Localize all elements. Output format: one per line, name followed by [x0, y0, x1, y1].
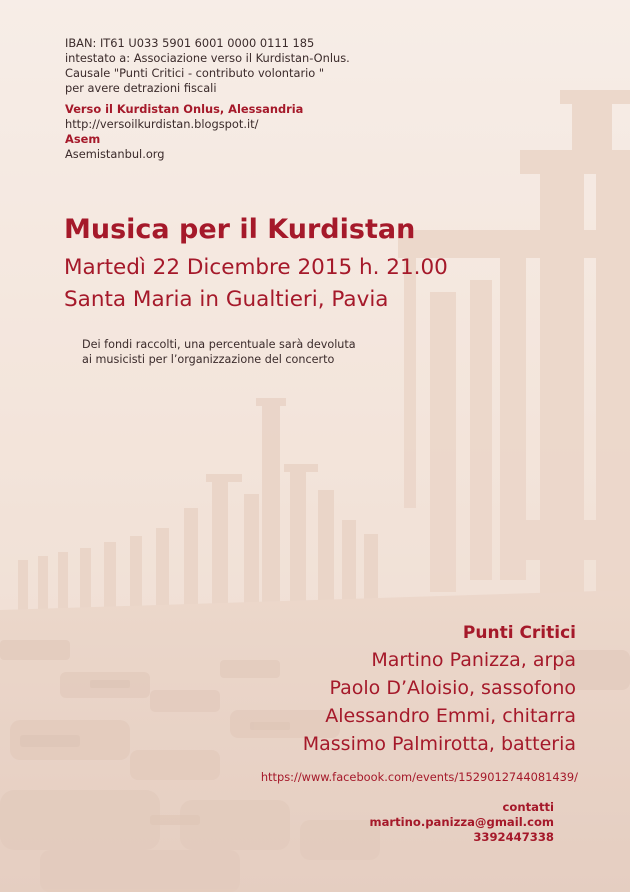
band-lineup — [303, 620, 576, 758]
event-date-time: Martedì 22 Dicembre 2015 h. 21.00 — [64, 255, 448, 280]
band-member: Martino Panizza, arpa — [371, 649, 576, 671]
band-member: Massimo Palmirotta, batteria — [302, 733, 576, 755]
event-venue: Santa Maria in Gualtieri, Pavia — [64, 287, 389, 312]
band-name: Punti Critici — [462, 623, 576, 643]
band-member: Paolo D’Aloisio, sassofono — [329, 677, 576, 699]
facebook-event-link[interactable]: https://www.facebook.com/events/1529012744081439/ — [260, 770, 578, 784]
funds-note-line-2: ai musicisti per l’organizzazione del concerto — [82, 353, 335, 366]
contact-email[interactable]: martino.panizza@gmail.com — [369, 815, 554, 829]
asem-name: Asem — [65, 132, 101, 146]
iban-line: IBAN: IT61 U033 5901 6001 0000 0111 185 — [65, 36, 315, 50]
funds-note — [82, 337, 356, 367]
payment-reason-line: Causale "Punti Critici - contributo volontario " — [65, 66, 325, 80]
event-title: Musica per il Kurdistan — [64, 214, 416, 245]
account-holder-line: intestato a: Associazione verso il Kurdistan-Onlus. — [65, 51, 350, 65]
contacts — [370, 800, 555, 845]
band-member: Alessandro Emmi, chitarra — [325, 705, 576, 727]
asem-link[interactable]: Asemistanbul.org — [65, 147, 165, 161]
tax-deduction-line: per avere detrazioni fiscali — [65, 81, 217, 95]
funds-note-line-1: Dei fondi raccolti, una percentuale sarà devoluta — [82, 338, 356, 351]
contacts-label: contatti — [502, 800, 554, 814]
event-details — [64, 252, 448, 316]
org-link[interactable]: http://versoilkurdistan.blogspot.it/ — [65, 117, 259, 131]
donation-info — [65, 36, 350, 162]
contact-phone[interactable]: 3392447338 — [473, 830, 554, 844]
org-name: Verso il Kurdistan Onlus, Alessandria — [65, 102, 304, 116]
